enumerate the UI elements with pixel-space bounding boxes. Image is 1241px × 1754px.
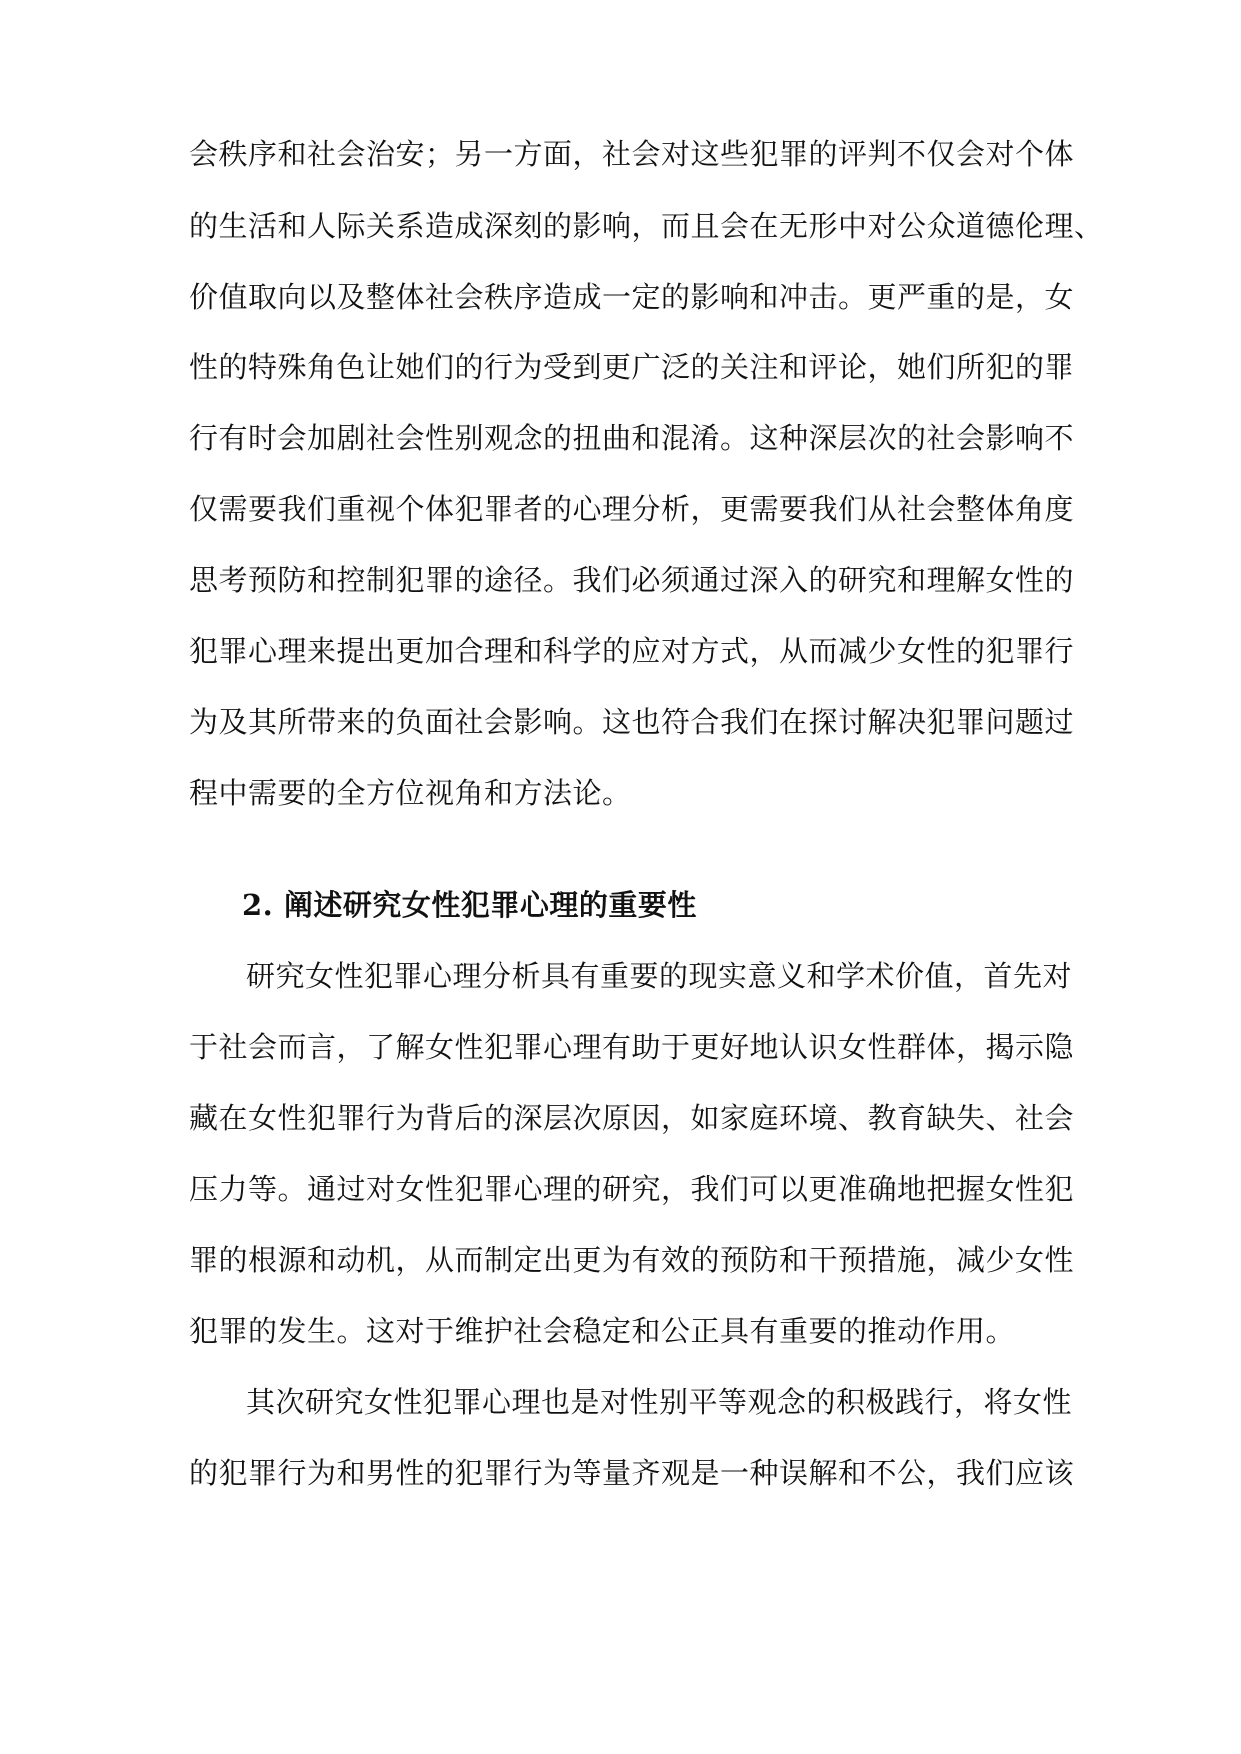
paragraph-3-line: 其次研究女性犯罪心理也是对性别平等观念的积极践行，将女性 bbox=[246, 1385, 1073, 1419]
paragraph-3-line: 的犯罪行为和男性的犯罪行为等量齐观是一种误解和不公，我们应该 bbox=[189, 1456, 1075, 1490]
paragraph-2-line: 罪的根源和动机，从而制定出更为有效的预防和干预措施，减少女性 bbox=[189, 1243, 1075, 1277]
paragraph-1-line: 仅需要我们重视个体犯罪者的心理分析，更需要我们从社会整体角度 bbox=[189, 492, 1075, 526]
section-heading: 2. 阐述研究女性犯罪心理的重要性 bbox=[242, 888, 697, 922]
paragraph-2-line: 研究女性犯罪心理分析具有重要的现实意义和学术价值，首先对 bbox=[246, 959, 1073, 993]
paragraph-1-line: 程中需要的全方位视角和方法论。 bbox=[189, 776, 632, 810]
paragraph-1-line: 性的特殊角色让她们的行为受到更广泛的关注和评论，她们所犯的罪 bbox=[189, 350, 1075, 384]
paragraph-2-line: 犯罪的发生。这对于维护社会稳定和公正具有重要的推动作用。 bbox=[189, 1314, 1016, 1348]
paragraph-1-line: 价值取向以及整体社会秩序造成一定的影响和冲击。更严重的是，女 bbox=[189, 280, 1075, 314]
paragraph-2-line: 藏在女性犯罪行为背后的深层次原因，如家庭环境、教育缺失、社会 bbox=[189, 1101, 1075, 1135]
paragraph-1-line: 的生活和人际关系造成深刻的影响，而且会在无形中对公众道德伦理、 bbox=[189, 209, 1104, 243]
paragraph-2-line: 于社会而言，了解女性犯罪心理有助于更好地认识女性群体，揭示隐 bbox=[189, 1030, 1075, 1064]
paragraph-1-line: 犯罪心理来提出更加合理和科学的应对方式，从而减少女性的犯罪行 bbox=[189, 634, 1075, 668]
paragraph-1-line: 会秩序和社会治安；另一方面，社会对这些犯罪的评判不仅会对个体 bbox=[189, 137, 1075, 171]
paragraph-1-line: 思考预防和控制犯罪的途径。我们必须通过深入的研究和理解女性的 bbox=[189, 563, 1075, 597]
paragraph-1-line: 行有时会加剧社会性别观念的扭曲和混淆。这种深层次的社会影响不 bbox=[189, 421, 1075, 455]
paragraph-2-line: 压力等。通过对女性犯罪心理的研究，我们可以更准确地把握女性犯 bbox=[189, 1172, 1075, 1206]
paragraph-1-line: 为及其所带来的负面社会影响。这也符合我们在探讨解决犯罪问题过 bbox=[189, 705, 1075, 739]
